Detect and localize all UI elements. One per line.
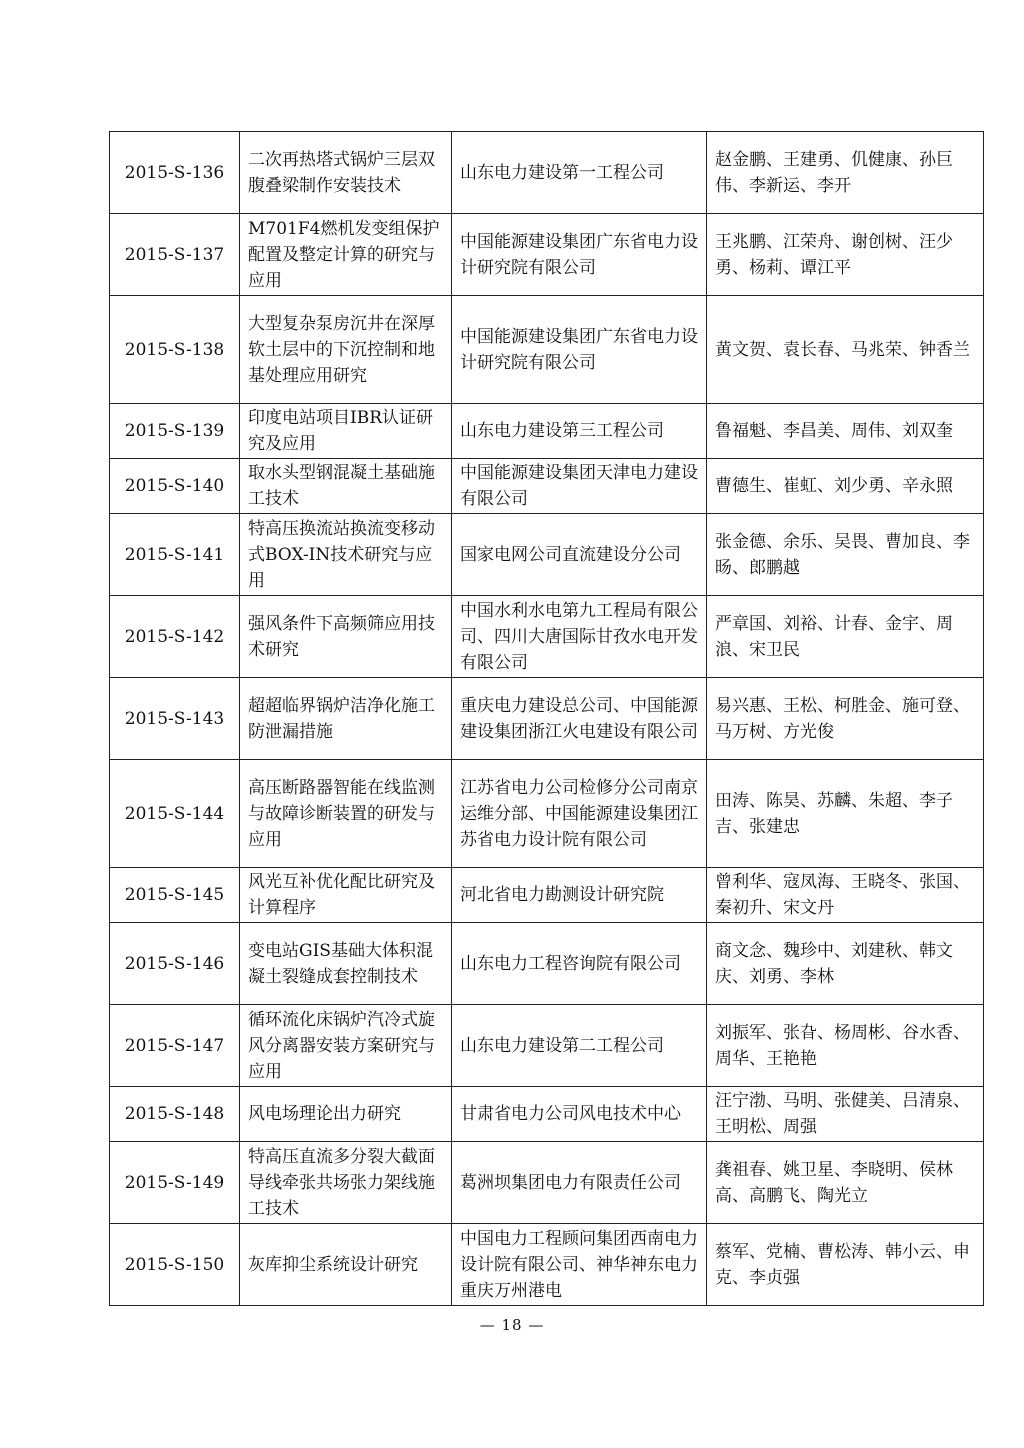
table-row: [110, 596, 984, 678]
row-id-cell: 2015-S-139: [110, 404, 240, 459]
row-title-cell: 风电场理论出力研究: [240, 1087, 452, 1142]
row-people-cell: 蔡军、党楠、曹松涛、韩小云、申克、李贞强: [707, 1224, 984, 1306]
table-row: [110, 923, 984, 1005]
row-title-cell: 二次再热塔式锅炉三层双腹叠梁制作安装技术: [240, 132, 452, 214]
row-id-cell: 2015-S-138: [110, 296, 240, 404]
row-title-cell: 循环流化床锅炉汽冷式旋风分离器安装方案研究与应用: [240, 1005, 452, 1087]
row-title-cell: 超超临界锅炉洁净化施工防泄漏措施: [240, 678, 452, 760]
row-people-cell: 严章国、刘裕、计春、金宇、周浪、宋卫民: [707, 596, 984, 678]
row-id-cell: 2015-S-149: [110, 1142, 240, 1224]
row-id-cell: 2015-S-143: [110, 678, 240, 760]
row-org-cell: 中国水利水电第九工程局有限公司、四川大唐国际甘孜水电开发有限公司: [452, 596, 707, 678]
page-number: — 18 —: [479, 1316, 545, 1334]
table-row: [110, 404, 984, 459]
row-people-cell: 汪宁渤、马明、张健美、吕清泉、王明松、周强: [707, 1087, 984, 1142]
row-org-cell: 山东电力建设第三工程公司: [452, 404, 707, 459]
table-row: [110, 1005, 984, 1087]
row-id-cell: 2015-S-142: [110, 596, 240, 678]
row-title-cell: 特高压直流多分裂大截面导线牵张共场张力架线施工技术: [240, 1142, 452, 1224]
row-org-cell: 国家电网公司直流建设分公司: [452, 514, 707, 596]
row-org-cell: 葛洲坝集团电力有限责任公司: [452, 1142, 707, 1224]
row-org-cell: 中国能源建设集团天津电力建设有限公司: [452, 459, 707, 514]
row-people-cell: 王兆鹏、江荣舟、谢创树、汪少勇、杨莉、谭江平: [707, 214, 984, 296]
row-id-cell: 2015-S-140: [110, 459, 240, 514]
row-title-cell: 变电站GIS基础大体积混凝土裂缝成套控制技术: [240, 923, 452, 1005]
row-people-cell: 赵金鹏、王建勇、仉健康、孙巨伟、李新运、李开: [707, 132, 984, 214]
row-org-cell: 重庆电力建设总公司、中国能源建设集团浙江火电建设有限公司: [452, 678, 707, 760]
row-org-cell: 中国能源建设集团广东省电力设计研究院有限公司: [452, 214, 707, 296]
table-row: [110, 1087, 984, 1142]
row-title-cell: M701F4燃机发变组保护配置及整定计算的研究与应用: [240, 214, 452, 296]
row-title-cell: 印度电站项目IBR认证研究及应用: [240, 404, 452, 459]
row-org-cell: 山东电力建设第二工程公司: [452, 1005, 707, 1087]
row-people-cell: 曹德生、崔虹、刘少勇、辛永照: [707, 459, 984, 514]
row-title-cell: 风光互补优化配比研究及计算程序: [240, 868, 452, 923]
row-title-cell: 取水头型钢混凝土基础施工技术: [240, 459, 452, 514]
row-people-cell: 刘振军、张旮、杨周彬、谷水香、周华、王艳艳: [707, 1005, 984, 1087]
row-title-cell: 大型复杂泵房沉井在深厚软土层中的下沉控制和地基处理应用研究: [240, 296, 452, 404]
row-people-cell: 商文念、魏珍中、刘建秋、韩文庆、刘勇、李林: [707, 923, 984, 1005]
awards-table-body: [110, 132, 984, 1306]
row-org-cell: 山东电力工程咨询院有限公司: [452, 923, 707, 1005]
row-title-cell: 特高压换流站换流变移动式BOX-IN技术研究与应用: [240, 514, 452, 596]
row-org-cell: 江苏省电力公司检修分公司南京运维分部、中国能源建设集团江苏省电力设计院有限公司: [452, 760, 707, 868]
row-people-cell: 黄文贺、袁长春、马兆荣、钟香兰: [707, 296, 984, 404]
row-org-cell: 河北省电力勘测设计研究院: [452, 868, 707, 923]
row-org-cell: 山东电力建设第一工程公司: [452, 132, 707, 214]
table-row: [110, 1224, 984, 1306]
table-row: [110, 760, 984, 868]
row-title-cell: 强风条件下高频筛应用技术研究: [240, 596, 452, 678]
table-row: [110, 214, 984, 296]
table-row: [110, 868, 984, 923]
table-row: [110, 132, 984, 214]
row-people-cell: 曾利华、寇凤海、王晓冬、张国、秦初升、宋文丹: [707, 868, 984, 923]
row-id-cell: 2015-S-146: [110, 923, 240, 1005]
awards-table: [109, 131, 984, 1306]
row-org-cell: 中国能源建设集团广东省电力设计研究院有限公司: [452, 296, 707, 404]
row-id-cell: 2015-S-141: [110, 514, 240, 596]
row-people-cell: 张金德、余乐、吴畏、曹加良、李旸、郎鹏越: [707, 514, 984, 596]
row-org-cell: 甘肃省电力公司风电技术中心: [452, 1087, 707, 1142]
row-id-cell: 2015-S-136: [110, 132, 240, 214]
row-title-cell: 灰库抑尘系统设计研究: [240, 1224, 452, 1306]
row-org-cell: 中国电力工程顾问集团西南电力设计院有限公司、神华神东电力重庆万州港电: [452, 1224, 707, 1306]
table-row: [110, 296, 984, 404]
row-people-cell: 易兴惠、王松、柯胜金、施可登、马万树、方光俊: [707, 678, 984, 760]
table-row: [110, 514, 984, 596]
row-people-cell: 鲁福魁、李昌美、周伟、刘双奎: [707, 404, 984, 459]
row-id-cell: 2015-S-144: [110, 760, 240, 868]
table-row: [110, 459, 984, 514]
row-people-cell: 田涛、陈昊、苏麟、朱超、李子吉、张建忠: [707, 760, 984, 868]
table-row: [110, 1142, 984, 1224]
row-title-cell: 高压断路器智能在线监测与故障诊断装置的研发与应用: [240, 760, 452, 868]
row-id-cell: 2015-S-145: [110, 868, 240, 923]
row-id-cell: 2015-S-147: [110, 1005, 240, 1087]
row-id-cell: 2015-S-148: [110, 1087, 240, 1142]
table-row: [110, 678, 984, 760]
row-id-cell: 2015-S-137: [110, 214, 240, 296]
row-people-cell: 龚祖春、姚卫星、李晓明、侯林高、高鹏飞、陶光立: [707, 1142, 984, 1224]
row-id-cell: 2015-S-150: [110, 1224, 240, 1306]
